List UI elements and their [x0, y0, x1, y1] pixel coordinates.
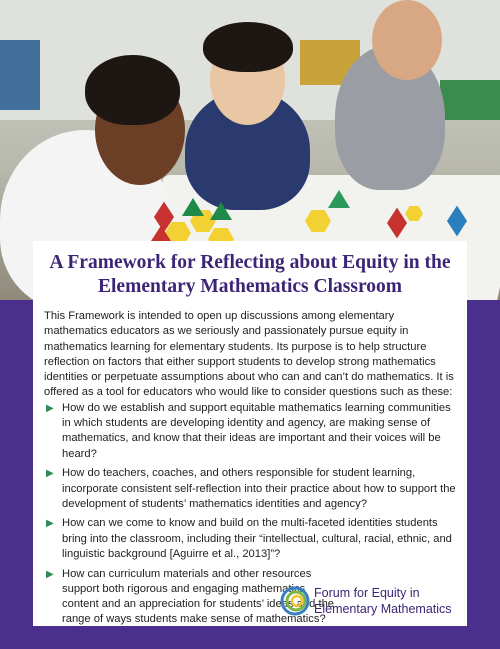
student-center-hair — [203, 22, 293, 72]
forum-logo — [280, 584, 465, 620]
storage-shelf — [440, 80, 500, 120]
student-right-head — [372, 0, 442, 80]
question-item — [44, 401, 460, 462]
pattern-block-triangle — [210, 202, 232, 220]
framework-panel — [33, 241, 467, 626]
question-text: How do teachers, coaches, and others responsible for student learning, incorporate consistent self-reflection into their practice about how to support the development of students’ mathematics identities and agency? — [62, 467, 456, 510]
bullet-icon: ▶ — [46, 468, 54, 480]
document-title — [33, 251, 467, 299]
pattern-block-triangle — [182, 198, 204, 216]
logo-rings-icon — [280, 586, 310, 616]
logo-line-2: Elementary Mathematics — [314, 602, 452, 616]
intro-paragraph: This Framework is intended to open up discussions among elementary mathematics educators as we seriously and passionately pursue equity in mathematics learning for elementary students. Its purpose is to help structure reflection on factors that either support students to develop strong mathematics identities or perpetuate assumptions about who can and can’t do mathematics. It is offered as a tool for educators who would like to consider questions such as these: — [44, 310, 454, 399]
question-item — [44, 466, 460, 512]
question-item — [44, 516, 460, 562]
student-left-hair — [85, 55, 180, 125]
logo-text — [314, 585, 464, 617]
bullet-icon: ▶ — [46, 568, 54, 580]
logo-line-1: Forum for Equity in — [314, 586, 420, 600]
bookshelf — [0, 40, 40, 110]
question-text: How can curriculum materials and other resources support both rigorous and engaging mathematics content and an appreciation for students’ ideas and the range of ways students make sense of mathematics? — [62, 567, 335, 626]
bullet-icon: ▶ — [46, 403, 54, 414]
pattern-block-triangle — [328, 190, 350, 208]
title-line-2: Elementary Mathematics Classroom — [98, 276, 402, 297]
title-line-1: A Framework for Reflecting about Equity in the — [49, 252, 451, 273]
question-text: How do we establish and support equitable mathematics learning communities in which students are developing identity and agency, are making sense of mathematics, and know that their ideas are important and their voices will be heard? — [62, 402, 451, 460]
bullet-icon: ▶ — [46, 518, 54, 530]
question-text: How can we come to know and build on the multi-faceted identities students bring into the classroom, including their “intellectual, cultural, racial, ethnic, and linguistic background [Aguirre et al., 2013]”? — [62, 517, 452, 560]
